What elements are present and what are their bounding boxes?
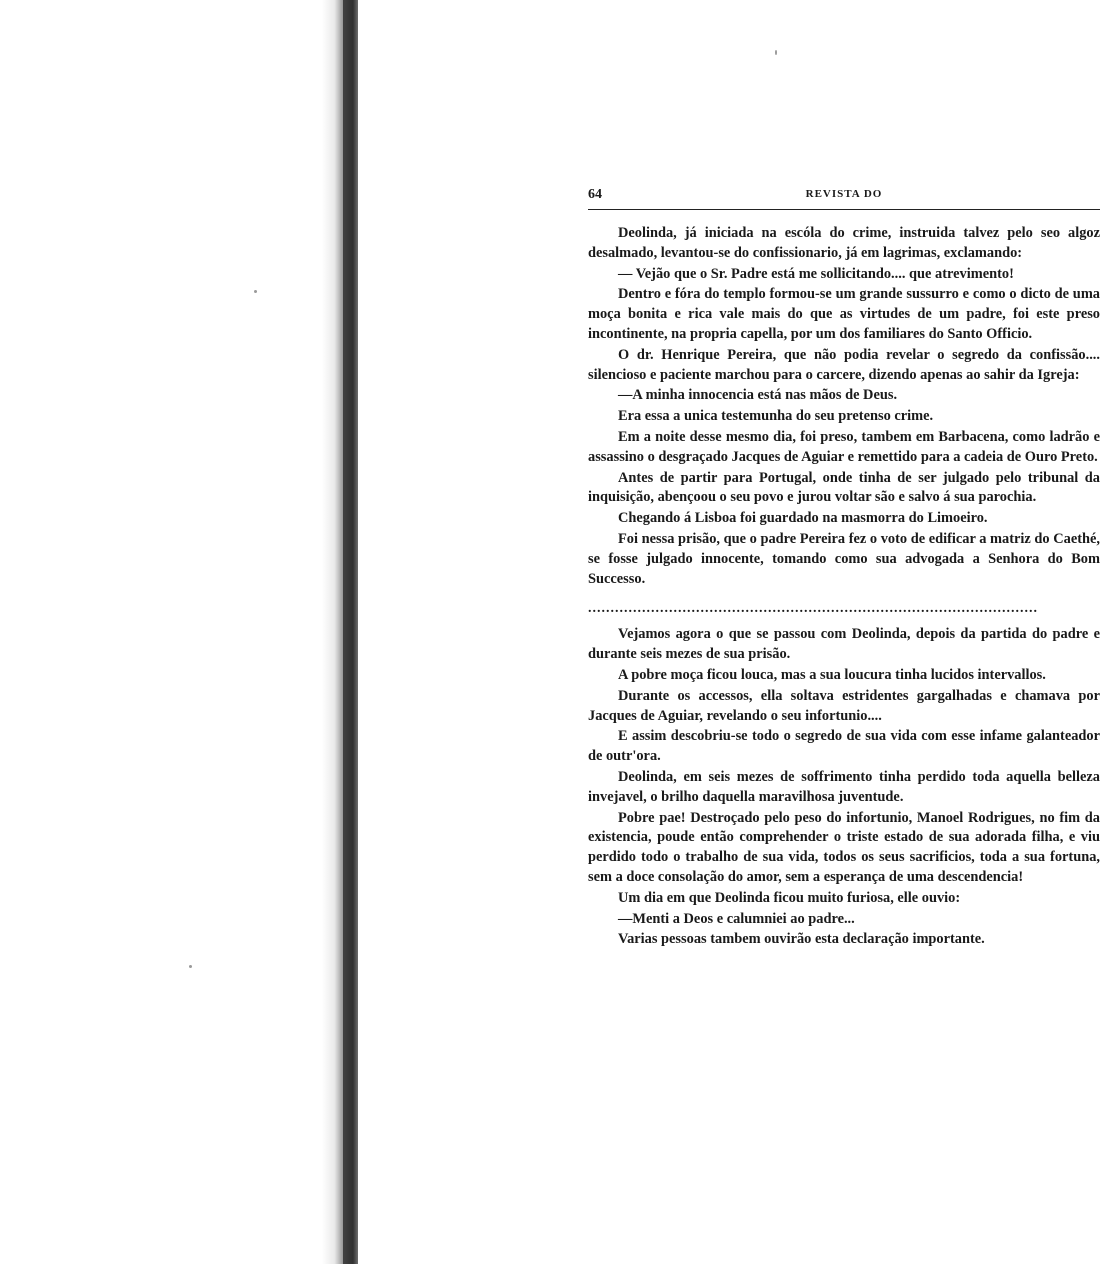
paragraph: O dr. Henrique Pereira, que não podia revelar o segredo da confissão.... silencioso e paciente marchou para o carcere, dizendo apenas ao sahir da Igreja: bbox=[588, 346, 1100, 383]
book-page bbox=[588, 183, 1100, 951]
paragraph: Dentro e fóra do templo formou-se um grande sussurro e como o dicto de uma moça bonita e rica vale mais do que as virtudes de um padre, foi este preso incontinente, na propria capella, por um dos familiares do Santo Officio. bbox=[588, 286, 1100, 342]
paragraph: Deolinda, já iniciada na escóla do crime, instruida talvez pelo seo algoz desalmado, levantou-se do confissionario, já em lagrimas, exclamando: bbox=[588, 225, 1100, 261]
paragraph: Em a noite desse mesmo dia, foi preso, tambem em Barbacena, como ladrão e assassino o desgraçado Jacques de Aguiar e remettido para a cadeia de Ouro Preto. bbox=[588, 428, 1100, 465]
paragraph: A pobre moça ficou louca, mas a sua loucura tinha lucidos intervallos. bbox=[618, 666, 1046, 683]
header-rule bbox=[588, 209, 1100, 210]
page-number: 64 bbox=[588, 187, 602, 202]
paragraph: Antes de partir para Portugal, onde tinha de ser julgado pelo tribunal da inquisição, abençoou o seu povo e jurou voltar são e salvo á sua parochia. bbox=[588, 469, 1100, 506]
scan-speck bbox=[775, 50, 777, 55]
running-head bbox=[588, 183, 1100, 205]
section-separator: .................................................................................................... bbox=[588, 601, 1038, 617]
paragraph: E assim descobriu-se todo o segredo de sua vida com esse infame galanteador de outr'ora. bbox=[588, 728, 1100, 765]
paragraph: Vejamos agora o que se passou com Deolinda, depois da partida do padre e durante seis mezes de sua prisão. bbox=[588, 626, 1100, 663]
book-gutter bbox=[343, 0, 353, 1264]
paragraph: Pobre pae! Destroçado pelo peso do infortunio, Manoel Rodrigues, no fim da existencia, poude então comprehender o triste estado de sua adorada filha, e viu perdido todo o trabalho de sua vida, todos os seus sacrificios, toda a sua fortuna, sem a doce consolação do amor, sem a esperança de uma descendencia! bbox=[588, 809, 1100, 885]
paragraph: Durante os accessos, ella soltava estridentes gargalhadas e chamava por Jacques de Aguiar, revelando o seu infortunio.... bbox=[588, 687, 1100, 724]
section-1 bbox=[588, 224, 1100, 589]
paragraph: Chegando á Lisboa foi guardado na masmorra do Limoeiro. bbox=[618, 510, 988, 527]
paragraph: Deolinda, em seis mezes de soffrimento tinha perdido toda aquella belleza invejavel, o brilho daquella maravilhosa juventude. bbox=[588, 768, 1100, 805]
paragraph: — Vejão que o Sr. Padre está me sollicitando.... que atrevimento! bbox=[618, 265, 1014, 282]
paragraph: Era essa a unica testemunha do seu pretenso crime. bbox=[618, 408, 934, 425]
scan-speck bbox=[254, 290, 257, 293]
scan-speck bbox=[189, 965, 192, 968]
paragraph: Um dia em que Deolinda ficou muito furiosa, elle ouvio: bbox=[618, 889, 961, 906]
paragraph: —Menti a Deos e calumniei ao padre... bbox=[618, 910, 855, 927]
section-2 bbox=[588, 625, 1100, 950]
running-head-title: REVISTA DO bbox=[805, 188, 883, 200]
paragraph: —A minha innocencia está nas mãos de Deus. bbox=[618, 387, 898, 404]
paragraph: Foi nessa prisão, que o padre Pereira fez o voto de edificar a matriz do Caethé, se fosse julgado innocente, tomando como sua advogada a Senhora do Bom Successo. bbox=[588, 530, 1100, 587]
paragraph: Varias pessoas tambem ouvirão esta declaração importante. bbox=[618, 931, 985, 948]
